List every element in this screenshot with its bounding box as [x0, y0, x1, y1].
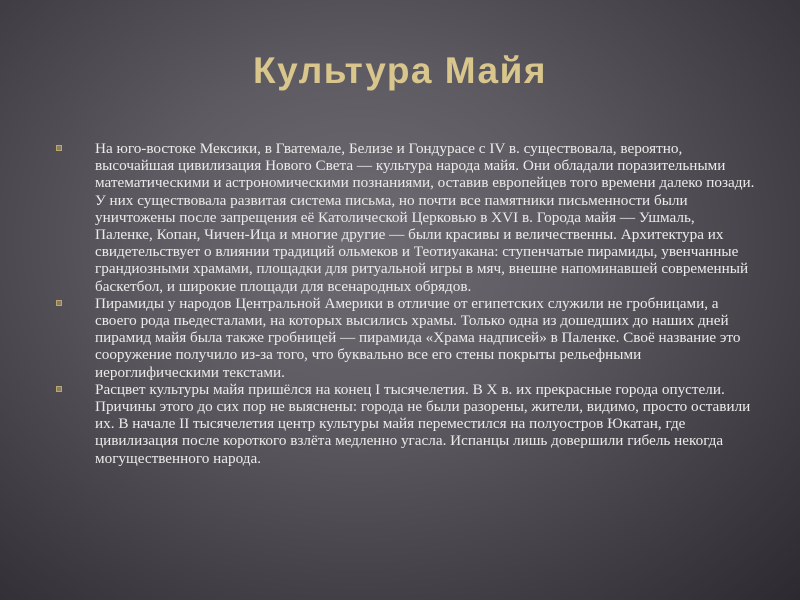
- slide-body: [95, 140, 755, 467]
- paragraph-1-text: На юго-востоке Мексики, в Гватемале, Белизе и Гондурасе с IV в. существовала, вероятно, высочайшая цивилизация Нового Света — культура народа майя. Они обладали поразительными математическими и астрономическими познаниями, оставив европейцев того времени далеко позади. У них существовала развитая система письма, но почти все памятники письменности были уничтожены после запрещения её Католической Церковью в XVI в. Города майя — Ушмаль, Паленке, Копан, Чичен-Ица и многие другие — были красивы и величественны. Архитектура их свидетельствует о влиянии традиций ольмеков и Теотиуакана: ступенчатые пирамиды, увенчанные грандиозными храмами, площадки для ритуальной игры в мяч, внешне напоминавшей современный баскетбол, и широкие площади для всенародных обрядов.: [95, 140, 755, 295]
- paragraph-3: [95, 381, 755, 467]
- square-bullet-icon: [56, 300, 62, 306]
- square-bullet-icon: [56, 386, 62, 392]
- paragraph-2-text: Пирамиды у народов Центральной Америки в отличие от египетских служили не гробницами, а своего рода пьедесталами, на которых высились храмы. Только одна из дошедших до наших дней пирамид майя была также гробницей — пирамида «Храма надписей» в Паленке. Своё название это сооружение получило из-за того, что буквально все его стены покрыты рельефными иероглифическими текстами.: [95, 294, 741, 381]
- square-bullet-icon: [56, 145, 62, 151]
- paragraph-2: [95, 295, 755, 381]
- slide-title: Культура Майя: [253, 50, 547, 91]
- paragraph-1: [95, 140, 755, 295]
- paragraph-3-text: Расцвет культуры майя пришёлся на конец I тысячелетия. В X в. их прекрасные города опустели. Причины этого до сих пор не выяснены: города не были разорены, жители, видимо, просто оставили их. В начале II тысячелетия центр культуры майя переместился на полуостров Юкатан, где цивилизация после короткого взлёта медленно угасла. Испанцы лишь довершили гибель некогда могущественного народа.: [95, 380, 751, 467]
